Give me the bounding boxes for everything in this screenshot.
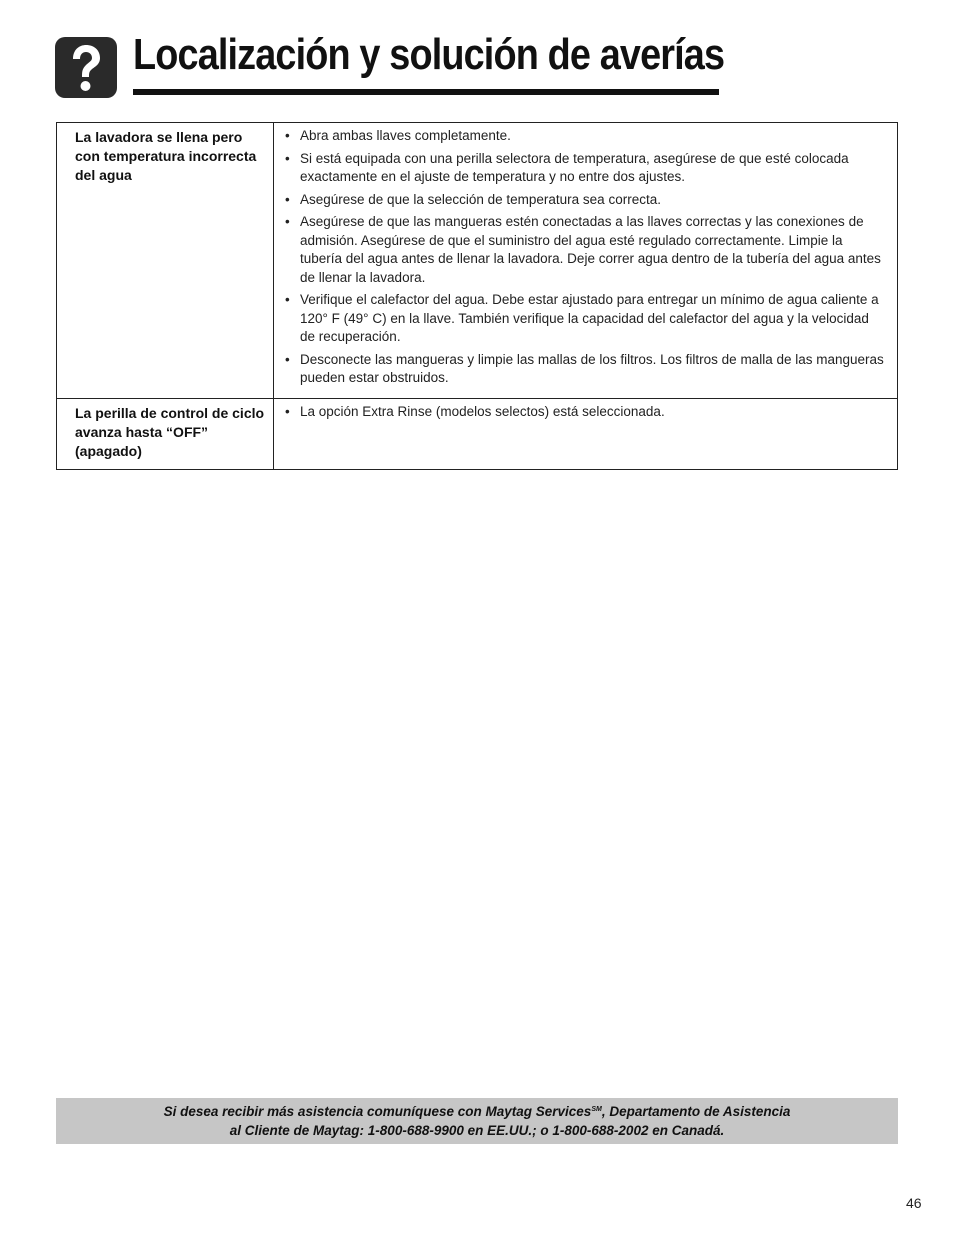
bullet-icon: • [285, 128, 290, 143]
solutions-cell [274, 123, 898, 399]
solution-list [284, 403, 887, 422]
problem-cell: La lavadora se llena pero con temperatura incorrecta del agua [57, 123, 274, 399]
solution-item [284, 213, 887, 287]
solutions-cell [274, 398, 898, 469]
solution-text: La opción Extra Rinse (modelos selectos) está seleccionada. [300, 403, 665, 419]
table-row [57, 398, 898, 469]
service-mark: SM [591, 1106, 602, 1113]
solution-text: Si está equipada con una perilla selectora de temperatura, asegúrese de que esté colocada exactamente en el ajuste de temperatura y no entre dos ajustes. [300, 150, 849, 184]
solution-item [284, 191, 887, 210]
solution-text: Asegúrese de que las mangueras estén conectadas a las llaves correctas y las conexiones de admisión. Asegúrese de que el suministro del agua esté regulado correctamente. Limpie la tubería del agua antes de llenar la lavadora. Deje correr agua dentro de la tubería del agua antes de llenar la lavadora. [300, 214, 881, 285]
solution-item [284, 291, 887, 347]
assistance-text-line2: al Cliente de Maytag: 1-800-688-9900 en EE.UU.; o 1-800-688-2002 en Canadá. [229, 1123, 725, 1138]
solution-text: Verifique el calefactor del agua. Debe estar ajustado para entregar un mínimo de agua caliente a 120° F (49° C) en la llave. También verifique la capacidad del calefactor del agua y la velocidad de recuperación. [300, 292, 879, 344]
assistance-banner [56, 1098, 898, 1144]
solution-item [284, 127, 887, 146]
problem-cell: La perilla de control de ciclo avanza hasta “OFF” (apagado) [57, 398, 274, 469]
table-row [57, 123, 898, 399]
solution-text: Asegúrese de que la selección de temperatura sea correcta. [300, 191, 661, 207]
solution-item [284, 150, 887, 187]
solution-item [284, 403, 887, 422]
troubleshooting-table [56, 122, 898, 470]
bullet-icon: • [285, 191, 290, 207]
solution-list [284, 127, 887, 388]
solution-item [284, 351, 887, 388]
page-number: 46 [906, 1195, 922, 1211]
title-underline [133, 89, 719, 95]
bullet-icon: • [285, 351, 290, 367]
bullet-icon: • [285, 214, 290, 229]
page-title: Localización y solución de averías [133, 30, 725, 79]
bullet-icon: • [285, 292, 290, 307]
bullet-icon: • [285, 150, 290, 166]
solution-text: Abra ambas llaves completamente. [300, 128, 511, 143]
solution-text: Desconecte las mangueras y limpie las mallas de los filtros. Los filtros de malla de las mangueras pueden estar obstruidos. [300, 351, 884, 385]
bullet-icon: • [285, 403, 290, 419]
question-icon [55, 37, 117, 98]
assistance-text-line1: Si desea recibir más asistencia comuníquese con Maytag Services℠, Departamento de Asistencia [163, 1104, 791, 1119]
